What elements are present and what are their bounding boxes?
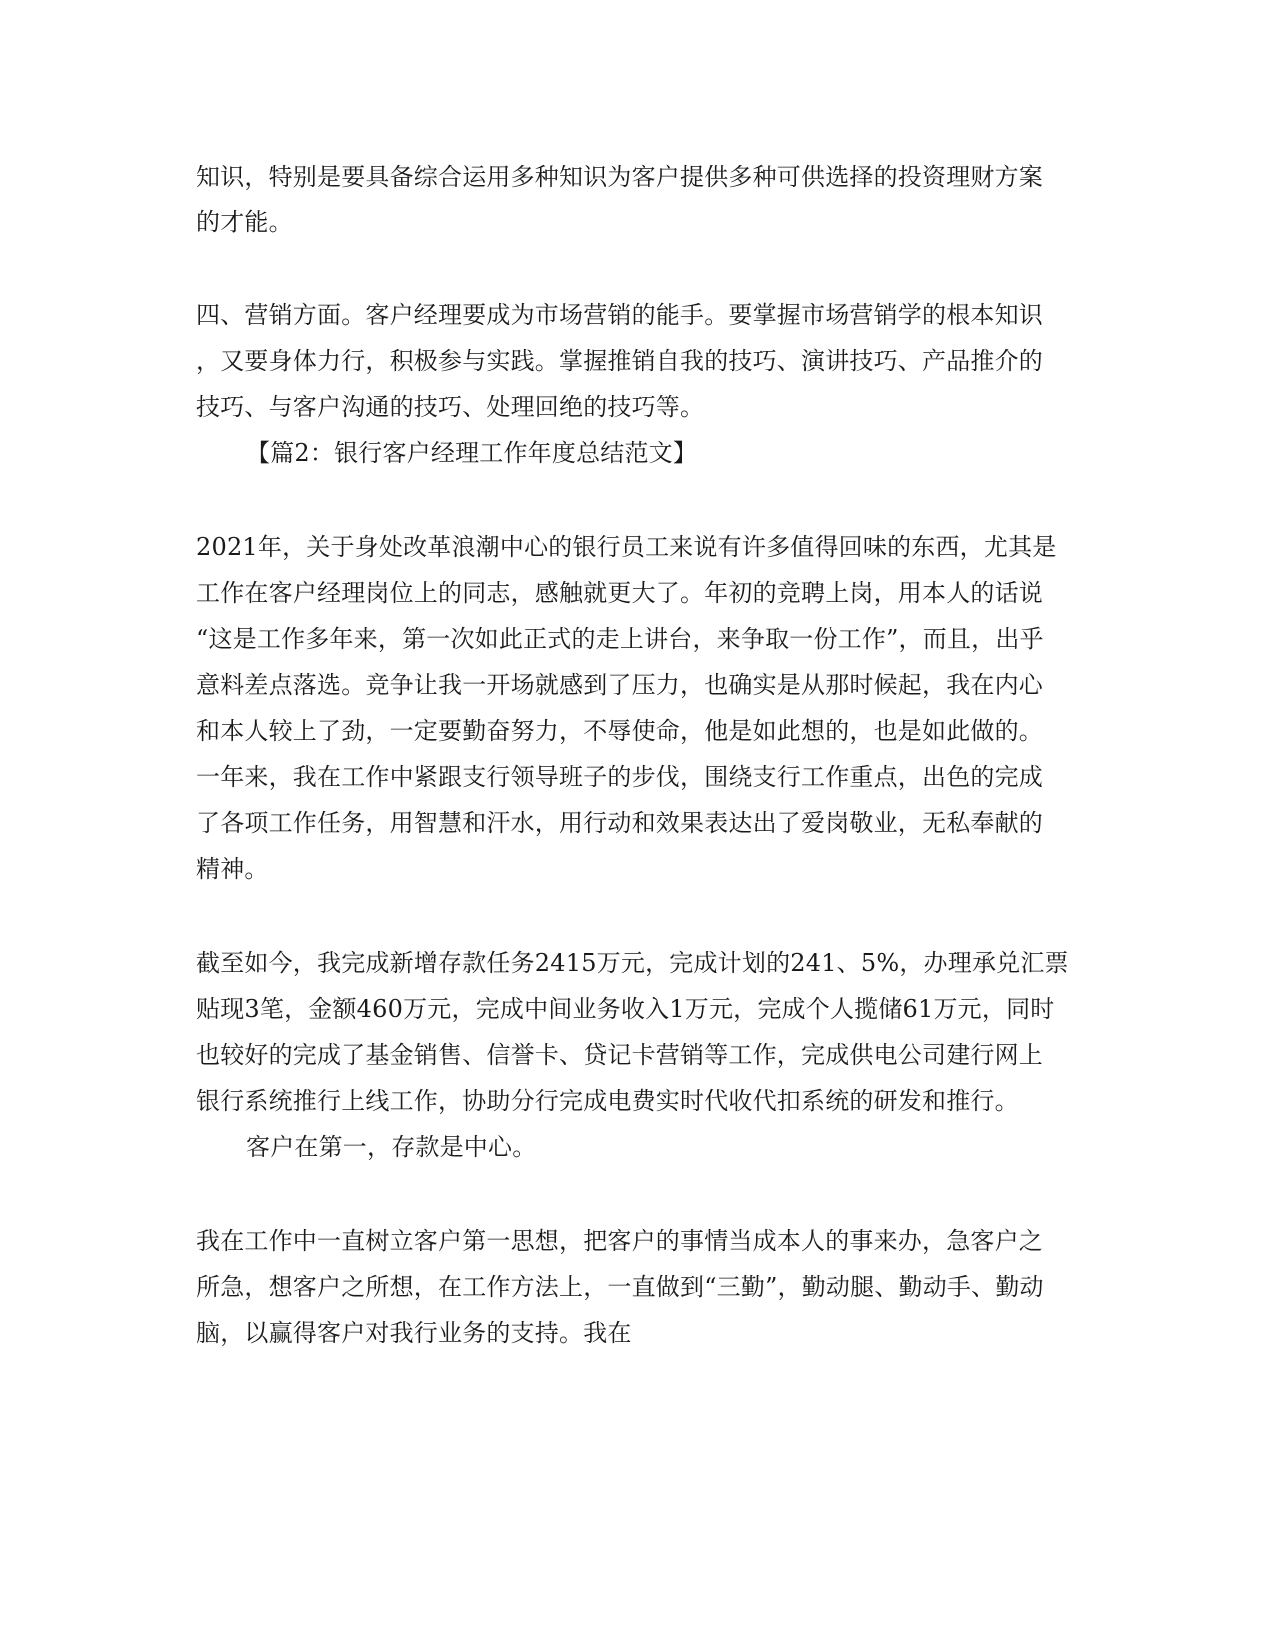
text-line: 知识，特别是要具备综合运用多种知识为客户提供多种可供选择的投资理财方案 [196,163,1043,191]
text-line: 工作在客户经理岗位上的同志，感触就更大了。年初的竞聘上岗，用本人的话说 [196,579,1043,607]
section-heading: 【篇2：银行客户经理工作年度总结范文】 [246,439,698,467]
text-line: 精神。 [196,855,269,883]
text-line: 意料差点落选。竞争让我一开场就感到了压力，也确实是从那时候起，我在内心 [196,671,1043,699]
text-line: 技巧、与客户沟通的技巧、处理回绝的技巧等。 [196,393,705,421]
text-line: 2021年，关于身处改革浪潮中心的银行员工来说有许多值得回味的东西，尤其是 [196,533,1057,561]
subheading-line: 客户在第一，存款是中心。 [246,1133,537,1161]
text-line: 和本人较上了劲，一定要勤奋努力，不辱使命，他是如此想的，也是如此做的。 [196,717,1043,745]
text-line: 截至如今，我完成新增存款任务2415万元，完成计划的241、5%，办理承兑汇票 [196,949,1069,977]
text-line: 银行系统推行上线工作，协助分行完成电费实时代收代扣系统的研发和推行。 [196,1087,1019,1115]
text-line: 脑，以赢得客户对我行业务的支持。我在 [196,1319,632,1347]
text-line: 的才能。 [196,208,293,236]
text-line: 所急，想客户之所想，在工作方法上，一直做到“三勤”，勤动腿、勤动手、勤动 [196,1273,1044,1301]
text-line: 我在工作中一直树立客户第一思想，把客户的事情当成本人的事来办，急客户之 [196,1227,1043,1255]
text-line: 一年来，我在工作中紧跟支行领导班子的步伐，围绕支行工作重点，出色的完成 [196,763,1043,791]
text-line: “这是工作多年来，第一次如此正式的走上讲台，来争取一份工作”，而且，出乎 [196,625,1044,653]
text-line: 贴现3笔，金额460万元，完成中间业务收入1万元，完成个人揽储61万元，同时 [196,995,1055,1023]
text-line: 了各项工作任务，用智慧和汗水，用行动和效果表达出了爱岗敬业，无私奉献的 [196,809,1043,837]
text-line: 四、营销方面。客户经理要成为市场营销的能手。要掌握市场营销学的根本知识 [196,301,1043,329]
text-line: ，又要身体力行，积极参与实践。掌握推销自我的技巧、演讲技巧、产品推介的 [196,347,1043,375]
text-line: 也较好的完成了基金销售、信誉卡、贷记卡营销等工作，完成供电公司建行网上 [196,1041,1043,1069]
